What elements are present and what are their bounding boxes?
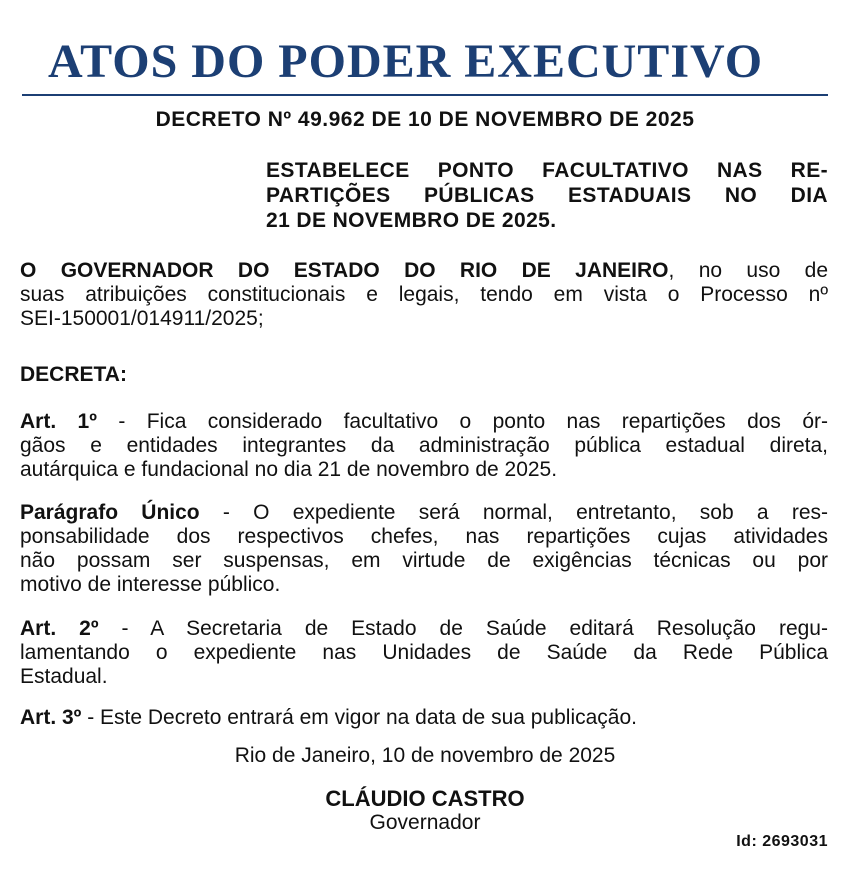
ementa-line: 21 DE NOVEMBRO DE 2025.	[266, 209, 557, 232]
paragraph-line	[20, 501, 828, 525]
paragraph-text: - O expediente será normal, entretanto, sob a res-	[199, 501, 829, 524]
signer-name: CLÁUDIO CASTRO	[325, 786, 525, 811]
paragraph-line: motivo de interesse público.	[20, 573, 281, 596]
article-text: - Fica considerado facultativo o ponto nas repartições dos ór-	[96, 410, 828, 433]
masthead	[22, 34, 828, 96]
article-line: autárquica e fundacional no dia 21 de novembro de 2025.	[20, 458, 558, 481]
ementa-line: ESTABELECE PONTO FACULTATIVO NAS RE-	[266, 159, 828, 182]
paragraph-line: ponsabilidade dos respectivos chefes, nas repartições cujas atividades	[20, 525, 828, 548]
article-line: Estadual.	[20, 665, 108, 688]
signer-title: Governador	[369, 811, 481, 834]
article-line: gãos e entidades integrantes da administração pública estadual direta,	[20, 434, 828, 457]
decree-ementa	[266, 158, 828, 233]
document-id: Id: 2693031	[736, 833, 828, 850]
article-line	[20, 617, 828, 641]
article-line: lamentando o expediente nas Unidades de Saúde da Rede Pública	[20, 641, 828, 664]
article-3	[20, 706, 828, 730]
paragraph-label: Parágrafo Único	[20, 501, 200, 524]
sole-paragraph	[20, 501, 828, 597]
article-line	[20, 706, 828, 730]
article-line	[20, 410, 828, 434]
preamble-line: SEI-150001/014911/2025;	[20, 307, 264, 330]
preamble	[20, 259, 828, 331]
preamble-line: suas atribuições constitucionais e legais, tendo em vista o Processo nº	[20, 283, 828, 306]
article-label: Art. 3º	[20, 706, 82, 729]
paragraph-line: não possam ser suspensas, em virtude de exigências técnicas ou por	[20, 549, 828, 572]
article-2	[20, 617, 828, 689]
place-date: Rio de Janeiro, 10 de novembro de 2025	[234, 744, 616, 767]
governor-heading: O GOVERNADOR DO ESTADO DO RIO DE JANEIRO	[20, 259, 669, 282]
preamble-line	[20, 259, 828, 283]
article-text: - A Secretaria de Estado de Saúde editará Resolução regu-	[98, 617, 828, 640]
article-1	[20, 410, 828, 482]
decreta-heading: DECRETA:	[20, 363, 127, 386]
article-label: Art. 1º	[20, 410, 97, 433]
preamble-text: , no uso de	[668, 259, 829, 282]
decree-title: DECRETO Nº 49.962 DE 10 DE NOVEMBRO DE 2025	[155, 108, 695, 131]
section-title: ATOS DO PODER EXECUTIVO	[48, 35, 764, 88]
article-label: Art. 2º	[20, 617, 99, 640]
ementa-line: PARTIÇÕES PÚBLICAS ESTADUAIS NO DIA	[266, 184, 828, 207]
article-text: - Este Decreto entrará em vigor na data de sua publicação.	[81, 706, 637, 729]
